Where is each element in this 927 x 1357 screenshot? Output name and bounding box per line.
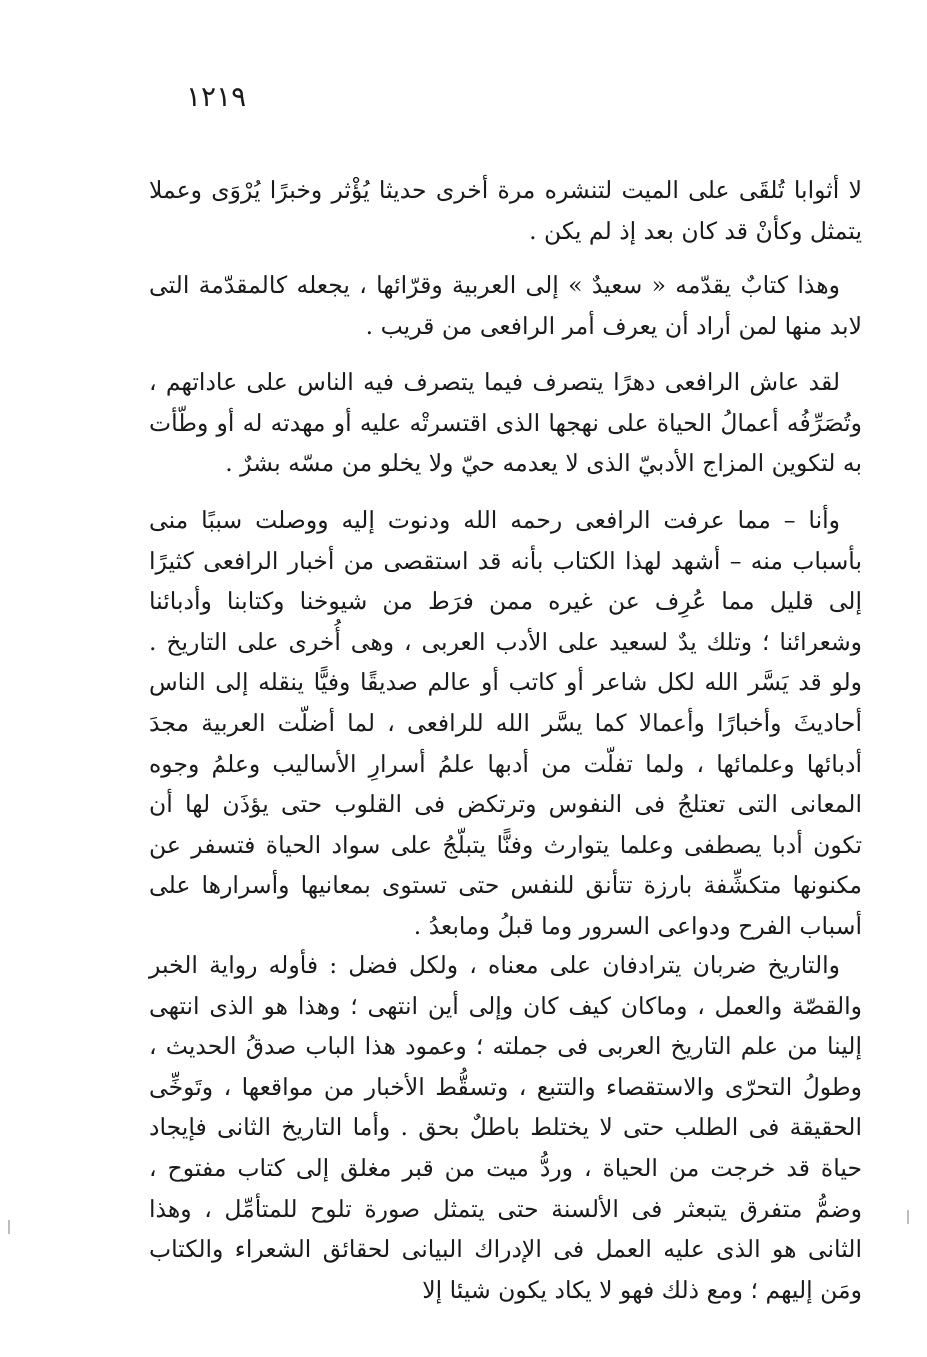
paragraph-book-introduction: [149, 265, 862, 346]
paragraph-history-types: [149, 945, 862, 1310]
page-number: ١٢١٩: [186, 80, 247, 113]
paragraph-text: والتاريخ ضربان يترادفان على معناه ، ولكل فضل : فأوله رواية الخبر والقصّة والعمل ، وماكان كيف كان وإلى أين انتهى ؛ وهذا هو الذى انتهى إلينا من علم التاريخ العربى فى جملته ؛ وعمود هذا الباب صدقُ الحديث ، وطولُ التحرّى والاستقصاء والتتبع ، وتسقُّط الأخبار من مواقعها ، وتَوخِّى الحقيقة فى الطلب حتى لا يختلط باطلٌ بحق . وأما التاريخ الثانى فإيجاد حياة قد خرجت من الحياة ، وردُّ ميت من قبر مغلق إلى كتاب مفتوح ، وضمُّ متفرق يتبعثر فى الألسنة حتى يتمثل صورة تلوح للمتأمِّل ، وهذا الثانى هو الذى عليه العمل فى الإدراك البيانى لحقائق الشعراء والكتاب ومَن إليهم ؛ ومع ذلك فهو لا يكاد يكون شيئا إلا: [149, 951, 862, 1304]
paragraph-text: وأنا – مما عرفت الرافعى رحمه الله ودنوت إليه ووصلت سببًا منى بأسباب منه – أشهد لهذا الكتاب بأنه قد استقصى من أخبار الرافعى كثيرًا إلى قليل مما عُرِف عن غيره ممن فرَط من شيوخنا وكتابنا وأدبائنا وشعرائنا ؛ وتلك يدٌ لسعيد على الأدب العربى ، وهى أُخرى على التاريخ . ولو قد يَسَّر الله لكل شاعر أو كاتب أو عالم صديقًا وفيًّا ينقله إلى الناس أحاديثَ وأخبارًا وأعمالا كما يسَّر الله للرافعى ، لما أضلّت العربية مجدَ أدبائها وعلمائها ، ولما تفلّت من أدبها علمُ أسرارِ الأساليب وعلمُ وجوه المعانى التى تعتلجُ فى النفوس وترتكض فى القلوب حتى يؤذَن لها أن تكون أدبا يصطفى وعلما يتوارث وفنًّا يتبلّجُ على سواد الحياة فتسفر عن مكنونها متكشِّفة بارزة تتأنق للنفس حتى تستوى بمعانيها وأسرارها على أسباب الفرح ودواعى السرور وما قبلُ ومابعدُ .: [149, 506, 862, 940]
paragraph-text: لقد عاش الرافعى دهرًا يتصرف فيما يتصرف فيه الناس على عاداتهم ، وتُصَرِّفُه أعمالُ الحياة على نهجها الذى اقتسرتْه عليه أو مهدته له أو وطّأت به لتكوين المزاج الأدبيّ الذى لا يعدمه حيّ ولا يخلو من مسّه بشرٌ .: [149, 368, 862, 478]
paragraph-rafii-life: [149, 362, 862, 484]
scan-edge-mark: [8, 1220, 10, 1234]
paragraph-text: لا أثوابا تُلقَى على الميت لتنشره مرة أخرى حديثا يُؤْثر وخبرًا يُرْوَى وعملا يتمثل وكأنْ قد كان بعد إذ لم يكن .: [149, 176, 862, 245]
paragraph-continuation: [149, 170, 862, 251]
paragraph-testimony: [149, 500, 862, 947]
scan-edge-mark: [907, 1210, 909, 1224]
paragraph-text: وهذا كتابٌ يقدّمه « سعيدٌ » إلى العربية وقرّائها ، يجعله كالمقدّمة التى لابد منها لمن أراد أن يعرف أمر الرافعى من قريب .: [149, 271, 862, 340]
